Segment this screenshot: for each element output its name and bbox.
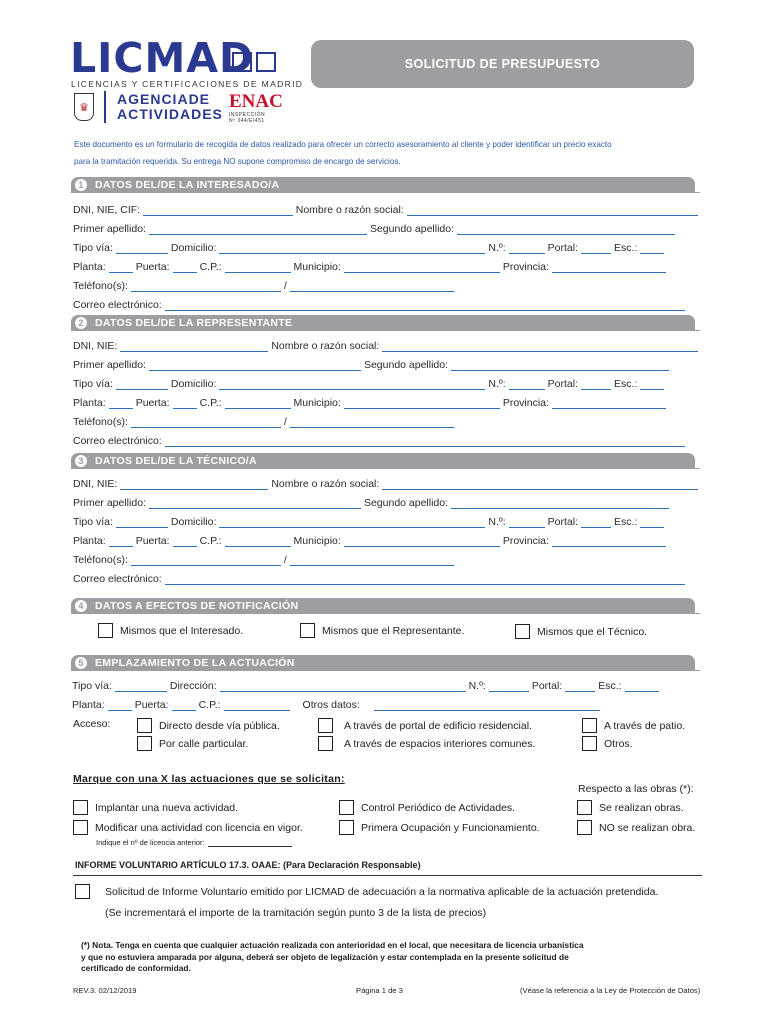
form-row: Primer apellido: Segundo apellido: [73,495,701,509]
planta-field[interactable] [109,262,133,273]
segundo-apellido-field[interactable] [451,498,669,509]
enac-subtitle: INSPECCIÓN Nº 344/EI451 [229,112,266,124]
telefono-2-field[interactable] [290,281,454,292]
primera-ocupacion-option[interactable]: Primera Ocupación y Funcionamiento. [339,820,540,835]
form-row: Teléfono(s): / [73,278,701,292]
agencia-actividades-logo: AGENCIADE ACTIVIDADES [117,91,223,122]
dni-field[interactable] [120,341,268,352]
logo-divider [104,91,106,123]
primer-apellido-field[interactable] [149,360,361,371]
correo-field[interactable] [165,574,685,585]
data-protection-reference: (Véase la referencia a la Ley de Protección de Datos) [520,986,701,995]
respecto-obras-label: Respecto a las obras (*): [578,783,694,795]
checkbox[interactable] [577,820,592,835]
section-header-notificacion: 4 DATOS A EFECTOS DE NOTIFICACIÓN [71,598,695,613]
notif-representante-option[interactable]: Mismos que el Representante. [300,623,464,638]
control-periodico-option[interactable]: Control Periódico de Actividades. [339,800,515,815]
implantar-actividad-option[interactable]: Implantar una nueva actividad. [73,800,238,815]
checkbox[interactable] [318,736,333,751]
cp-field[interactable] [225,398,291,409]
actuaciones-heading: Marque con una X las actuaciones que se solicitan: [73,773,345,785]
dni-field[interactable] [120,479,268,490]
checkbox[interactable] [98,623,113,638]
checkbox[interactable] [73,820,88,835]
section-divider [71,192,700,193]
acceso-portal-option[interactable]: A través de portal de edificio residencial. [318,718,532,733]
numero-field[interactable] [509,517,545,528]
notif-interesado-option[interactable]: Mismos que el Interesado. [98,623,243,638]
enac-logo: ENAC [229,91,283,112]
nombre-field[interactable] [382,341,698,352]
acceso-calle-particular-option[interactable]: Por calle particular. [137,736,248,751]
notif-tecnico-option[interactable]: Mismos que el Técnico. [515,624,647,639]
acceso-directo-option[interactable]: Directo desde vía pública. [137,718,280,733]
portal-field[interactable] [565,681,595,692]
checkbox[interactable] [137,736,152,751]
cp-field[interactable] [224,700,290,711]
provincia-field[interactable] [552,262,666,273]
municipio-field[interactable] [344,398,500,409]
acceso-patio-option[interactable]: A través de patio. [582,718,685,733]
section-header-representante: 2 DATOS DEL/DE LA REPRESENTANTE [71,315,695,330]
revision-label: REV.3. 02/12/2019 [73,986,137,995]
puerta-field[interactable] [173,536,197,547]
nombre-field[interactable] [407,205,698,216]
correo-field[interactable] [165,300,685,311]
nombre-field[interactable] [382,479,698,490]
checkbox[interactable] [515,624,530,639]
primer-apellido-field[interactable] [149,224,367,235]
tipo-via-field[interactable] [116,379,168,390]
tipo-via-field[interactable] [116,243,168,254]
section-divider [71,330,700,331]
se-realizan-obras-option[interactable]: Se realizan obras. [577,800,684,815]
segundo-apellido-field[interactable] [457,224,675,235]
informe-divider [73,875,702,876]
informe-voluntario-option[interactable]: Solicitud de Informe Voluntario emitido por LICMAD de adecuación a la normativa aplicable de la actuación pretendida. [75,884,658,899]
puerta-field[interactable] [173,262,197,273]
form-row: Planta: Puerta: C.P.: Municipio: Provincia: [73,395,701,409]
checkbox[interactable] [75,884,90,899]
intro-text: Este documento es un formulario de recogida de datos realizado para ofrecer un correcto asesoramiento al cliente y poder identificar un precio exacto para la tramitación requerida. Su entrega NO supone compromiso de encargo de servicios. [74,140,612,166]
form-row: Correo electrónico: [73,433,701,447]
tipo-via-field[interactable] [115,681,167,692]
nota-text: (*) Nota. Tenga en cuenta que cualquier actuación realizada con anterioridad en el local, que necesitara de licencia urbanística y que no estuviera amparada por alguna, deberá ser objeto de legalización y estar contemplada en la presente solicitud de certificado de conformidad. [81,940,584,974]
acceso-label: Acceso: [73,718,111,730]
direccion-field[interactable] [220,681,466,692]
puerta-field[interactable] [172,700,196,711]
telefono-2-field[interactable] [290,555,454,566]
telefono-1-field[interactable] [131,417,281,428]
checkbox[interactable] [339,820,354,835]
section-divider [71,670,700,671]
form-row: Teléfono(s): / [73,552,701,566]
section-divider [71,468,700,469]
form-row: Planta: Puerta: C.P.: Otros datos: [72,697,700,711]
provincia-field[interactable] [552,536,666,547]
form-row: Tipo vía: Domicilio: N.º: Portal: Esc.: [73,376,701,390]
modificar-actividad-option[interactable]: Modificar una actividad con licencia en vigor. [73,820,303,835]
checkbox[interactable] [73,800,88,815]
esc-field[interactable] [625,681,659,692]
no-realizan-obra-option[interactable]: NO se realizan obra. [577,820,695,835]
informe-heading: INFORME VOLUNTARIO ARTÍCULO 17.3. OAAE: (Para Declaración Responsable) [75,860,421,870]
municipio-field[interactable] [344,262,500,273]
tipo-via-field[interactable] [116,517,168,528]
portal-field[interactable] [581,517,611,528]
checkbox[interactable] [137,718,152,733]
form-row: Tipo vía: Domicilio: N.º: Portal: Esc.: [73,514,701,528]
section-divider [71,613,700,614]
acceso-otros-option[interactable]: Otros. [582,736,633,751]
numero-field[interactable] [489,681,529,692]
logo-squares [232,52,276,72]
numero-field[interactable] [509,243,545,254]
portal-field[interactable] [581,379,611,390]
dni-cif-field[interactable] [143,205,293,216]
esc-field[interactable] [640,517,664,528]
form-title: SOLICITUD DE PRESUPUESTO [311,40,694,88]
checkbox[interactable] [339,800,354,815]
domicilio-field[interactable] [219,379,485,390]
form-row: Primer apellido: Segundo apellido: [73,357,701,371]
checkbox[interactable] [582,736,597,751]
form-row: Planta: Puerta: C.P.: Municipio: Provincia: [73,259,701,273]
form-row: Tipo vía: Domicilio: N.º: Portal: Esc.: [73,240,701,254]
planta-field[interactable] [109,536,133,547]
checkbox[interactable] [318,718,333,733]
primer-apellido-field[interactable] [149,498,361,509]
portal-field[interactable] [581,243,611,254]
form-row: Tipo vía: Dirección: N.º: Portal: Esc.: [72,678,700,692]
otros-datos-field[interactable] [374,700,600,711]
esc-field[interactable] [640,243,664,254]
form-row: Teléfono(s): / [73,414,701,428]
domicilio-field[interactable] [219,243,485,254]
municipio-field[interactable] [344,536,500,547]
telefono-1-field[interactable] [131,281,281,292]
form-row: Correo electrónico: [73,297,701,311]
cp-field[interactable] [225,262,291,273]
informe-note: (Se incrementará el importe de la tramitación según punto 3 de la lista de precios) [105,907,487,919]
checkbox[interactable] [300,623,315,638]
page-number: Página 1 de 3 [356,986,403,995]
form-row: DNI, NIE: Nombre o razón social: [73,476,701,490]
form-row: Primer apellido: Segundo apellido: [73,221,701,235]
section-header-emplazamiento: 5 EMPLAZAMIENTO DE LA ACTUACIÓN [71,655,695,670]
checkbox[interactable] [577,800,592,815]
section-header-interesado: 1 DATOS DEL/DE LA INTERESADO/A [71,177,695,192]
numero-field[interactable] [509,379,545,390]
form-row: Correo electrónico: [73,571,701,585]
licmad-logo: LICMAD [70,34,255,82]
logo-subtitle: LICENCIAS Y CERTIFICACIONES DE MADRID [71,79,304,89]
domicilio-field[interactable] [219,517,485,528]
puerta-field[interactable] [173,398,197,409]
provincia-field[interactable] [552,398,666,409]
form-row: Planta: Puerta: C.P.: Municipio: Provincia: [73,533,701,547]
form-row: DNI, NIE: Nombre o razón social: [73,338,701,352]
esc-field[interactable] [640,379,664,390]
planta-field[interactable] [109,398,133,409]
licencia-anterior-row: Indique el nº de licencia anterior: [96,838,295,847]
planta-field[interactable] [108,700,132,711]
section-header-tecnico: 3 DATOS DEL/DE LA TÉCNICO/A [71,453,695,468]
licencia-anterior-field[interactable] [208,839,292,847]
cp-field[interactable] [225,536,291,547]
telefono-1-field[interactable] [131,555,281,566]
telefono-2-field[interactable] [290,417,454,428]
correo-field[interactable] [165,436,685,447]
checkbox[interactable] [582,718,597,733]
form-row: DNI, NIE, CIF: Nombre o razón social: [73,202,701,216]
madrid-coat-of-arms-icon: ♛ [74,93,94,121]
acceso-espacios-comunes-option[interactable]: A través de espacios interiores comunes. [318,736,535,751]
segundo-apellido-field[interactable] [451,360,669,371]
